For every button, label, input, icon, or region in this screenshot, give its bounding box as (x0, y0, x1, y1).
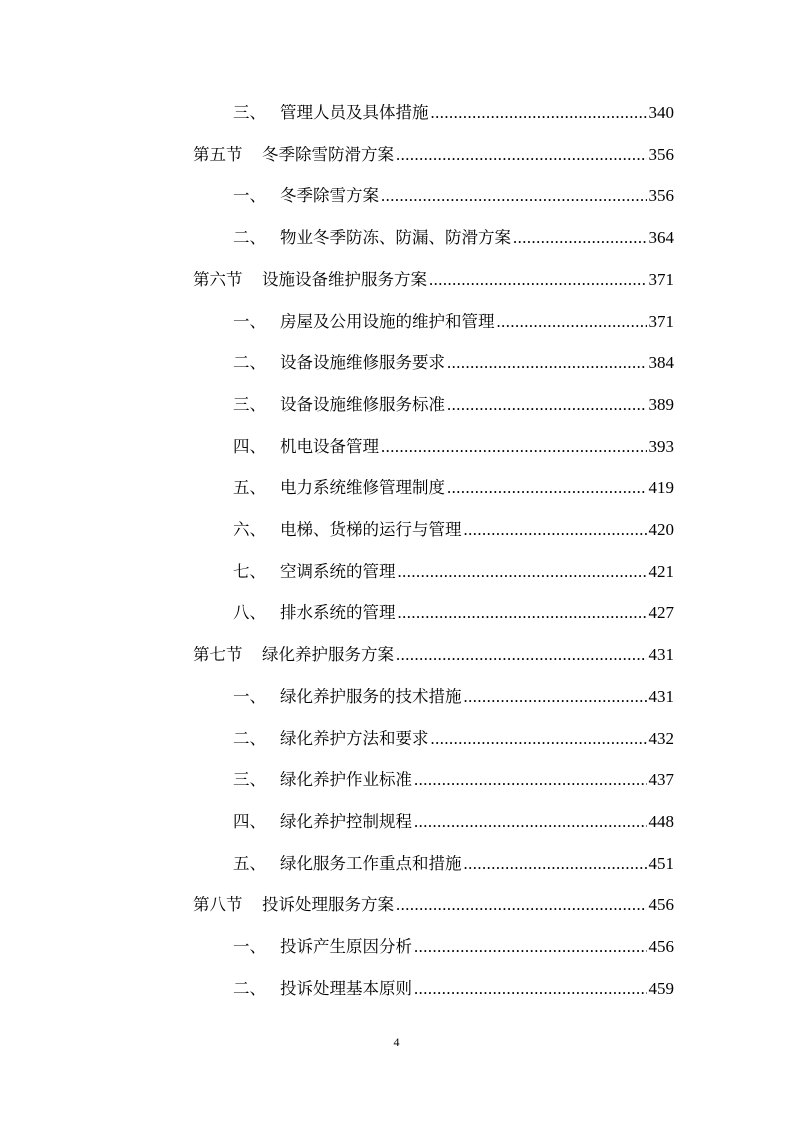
toc-entry[interactable] (233, 722, 674, 750)
toc-entry-number: 三、 (233, 394, 266, 414)
dot-leader (429, 269, 647, 291)
toc-entry-number: 一、 (233, 686, 266, 706)
toc-entry-title: 冬季除雪方案 (280, 186, 379, 206)
toc-entry-title: 绿化养护方法和要求 (280, 728, 429, 748)
dot-leader (398, 561, 647, 583)
dot-leader (381, 436, 647, 458)
toc-entry-title: 绿化养护控制规程 (280, 811, 412, 831)
toc-entry[interactable] (233, 847, 674, 875)
dot-leader (464, 519, 647, 541)
toc-entry-page: 427 (648, 603, 674, 623)
toc-entry-number: 八、 (233, 603, 266, 623)
toc-entry-page: 356 (648, 144, 674, 164)
dot-leader (513, 227, 647, 249)
toc-entry-title: 空调系统的管理 (280, 561, 396, 581)
toc-entry-title: 电力系统维修管理制度 (280, 478, 445, 498)
dot-leader (431, 102, 647, 124)
toc-entry[interactable] (233, 430, 674, 458)
toc-entry-title: 电梯、货梯的运行与管理 (280, 520, 462, 539)
page-number: 4 (393, 1035, 400, 1049)
toc-entry-number: 第六节 (193, 269, 243, 289)
dot-leader (414, 769, 647, 791)
toc-entry-page: 459 (648, 978, 674, 998)
dot-leader (464, 686, 647, 708)
toc-entry-page: 451 (648, 853, 674, 873)
toc-entry-number: 五、 (233, 853, 266, 873)
toc-entry-number: 三、 (233, 770, 266, 790)
toc-entry[interactable] (233, 596, 674, 624)
toc-entry[interactable] (233, 96, 674, 124)
toc-entry-page: 371 (648, 269, 674, 289)
toc-entry-page: 437 (648, 770, 674, 790)
toc-entry[interactable] (233, 555, 674, 583)
toc-entry-number: 第七节 (193, 645, 243, 665)
toc-entry-title: 绿化养护服务的技术措施 (280, 686, 462, 706)
toc-entry[interactable] (233, 513, 674, 541)
toc-entry-page: 420 (648, 520, 674, 539)
toc-entry-number: 一、 (233, 186, 266, 206)
toc-entry-page: 431 (648, 686, 674, 706)
toc-entry[interactable] (233, 305, 674, 333)
toc-entry-page: 456 (648, 895, 674, 915)
toc-entry-page: 356 (648, 186, 674, 206)
toc-entry-page: 384 (648, 353, 674, 373)
toc-entry-page: 364 (648, 228, 674, 248)
toc-entry-page: 419 (648, 478, 674, 498)
toc-entry-title: 绿化养护服务方案 (262, 645, 394, 665)
toc-entry-title: 设备设施维修服务标准 (280, 394, 445, 414)
toc-entry[interactable] (233, 763, 674, 791)
toc-entry-title: 冬季除雪防滑方案 (262, 144, 394, 164)
toc-entry-title: 投诉产生原因分析 (280, 937, 412, 956)
dot-leader (414, 978, 647, 1000)
toc-entry-number: 第五节 (193, 144, 243, 164)
toc-entry-number: 一、 (233, 311, 266, 331)
toc-entry-title: 投诉处理基本原则 (280, 978, 412, 998)
toc-entry-number: 二、 (233, 353, 266, 373)
toc-entry-page: 340 (648, 103, 674, 122)
toc-entry-title: 绿化养护作业标准 (280, 770, 412, 790)
toc-entry-number: 四、 (233, 436, 266, 456)
toc-entry-page: 371 (648, 311, 674, 331)
dot-leader (431, 728, 647, 750)
toc-entry-page: 432 (648, 728, 674, 748)
dot-leader (381, 185, 647, 207)
toc-entry[interactable] (233, 346, 674, 374)
toc-entry[interactable] (233, 471, 674, 499)
toc-entry[interactable] (233, 221, 674, 249)
toc-entry-title: 物业冬季防冻、防漏、防滑方案 (280, 228, 511, 248)
toc-entry[interactable] (233, 179, 674, 207)
toc-entry-title: 投诉处理服务方案 (262, 895, 394, 915)
toc-entry[interactable] (233, 972, 674, 1000)
toc-entry-title: 设施设备维护服务方案 (262, 269, 427, 289)
toc-entry-page: 421 (648, 561, 674, 581)
dot-leader (414, 811, 647, 833)
dot-leader (447, 477, 647, 499)
toc-entry[interactable] (233, 930, 674, 958)
dot-leader (396, 144, 647, 166)
toc-entry[interactable] (233, 805, 674, 833)
toc-entry-title: 排水系统的管理 (280, 603, 396, 623)
toc-entry-number: 第八节 (193, 895, 243, 915)
toc-entry-title: 房屋及公用设施的维护和管理 (280, 311, 495, 331)
toc-section-entry[interactable] (193, 138, 674, 166)
toc-entry-number: 四、 (233, 811, 266, 831)
dot-leader (396, 894, 647, 916)
toc-entry-number: 二、 (233, 228, 266, 248)
toc-entry-page: 456 (648, 937, 674, 956)
toc-entry-title: 设备设施维修服务要求 (280, 353, 445, 373)
toc-section-entry[interactable] (193, 263, 674, 291)
dot-leader (414, 936, 647, 958)
dot-leader (464, 853, 647, 875)
toc-entry-page: 389 (648, 394, 674, 414)
dot-leader (447, 352, 647, 374)
toc-entry-title: 绿化服务工作重点和措施 (280, 853, 462, 873)
toc-entry-number: 五、 (233, 478, 266, 498)
toc-entry-page: 393 (648, 436, 674, 456)
toc-entry-number: 二、 (233, 728, 266, 748)
dot-leader (497, 311, 647, 333)
toc-entry-number: 三、 (233, 103, 266, 122)
toc-entry-number: 一、 (233, 937, 266, 956)
toc-entry-number: 七、 (233, 561, 266, 581)
toc-entry[interactable] (233, 388, 674, 416)
dot-leader (447, 394, 647, 416)
toc-entry-number: 二、 (233, 978, 266, 998)
toc-entry[interactable] (233, 680, 674, 708)
toc-entry-page: 448 (648, 811, 674, 831)
toc-entry-title: 管理人员及具体措施 (280, 103, 429, 122)
toc-entry-number: 六、 (233, 520, 266, 539)
toc-entry-title: 机电设备管理 (280, 436, 379, 456)
dot-leader (398, 602, 647, 624)
toc-section-entry[interactable] (193, 638, 674, 666)
dot-leader (396, 644, 647, 666)
toc-section-entry[interactable] (193, 888, 674, 916)
toc-entry-page: 431 (648, 645, 674, 665)
